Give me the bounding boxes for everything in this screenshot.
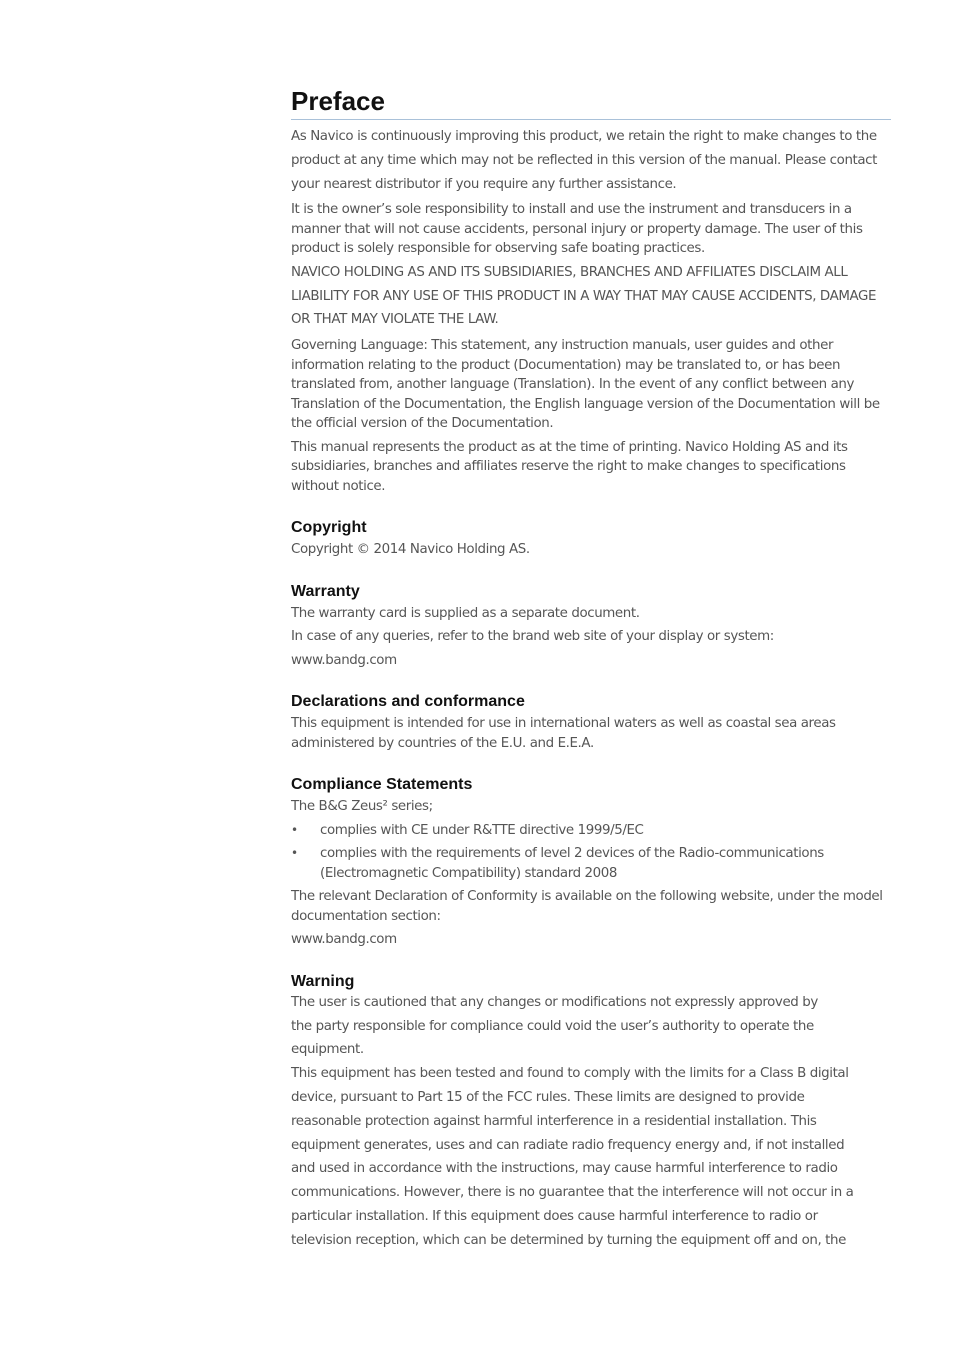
warranty-line-1: The warranty card is supplied as a separate document. [291,605,640,621]
compliance-section [291,775,891,950]
preface-title: Preface [291,86,891,120]
preface-paragraph-1: As Navico is continuously improving this product, we retain the right to make changes to the product at any time which may not be reflected in this version of the manual. Please contact your nearest distributor if you require any further assistance. [291,129,877,192]
compliance-url: www.bandg.com [291,932,397,948]
compliance-list [291,821,891,884]
declarations-section [291,692,891,753]
declarations-heading: Declarations and conformance [291,693,525,711]
list-item [291,844,891,883]
warranty-line-2: In case of any queries, refer to the brand web site of your display or system: [291,629,774,645]
compliance-heading: Compliance Statements [291,776,473,794]
list-item [291,821,891,841]
manual-page [291,86,891,1253]
warranty-url: www.bandg.com [291,652,397,668]
warning-paragraph-2: This equipment has been tested and found to comply with the limits for a Class B digital device, pursuant to Part 15 of the FCC rules. These limits are designed to provide reasonable protection against harmful interference in a residential installation. This equipment generates, uses and can radiate radio frequency energy and, if not installed and used in accordance with the instructions, may cause harmful interference to radio communications. However, there is no guarantee that the interference will not occur in a particular installation. If this equipment does cause harmful interference to radio or television reception, which can be determined by turning the equipment off and on, the [291,1066,854,1248]
list-item-text: complies with CE under R&TTE directive 1999/5/EC [320,822,644,838]
warranty-heading: Warranty [291,582,360,600]
copyright-text: Copyright © 2014 Navico Holding AS. [291,542,530,558]
compliance-intro: The B&G Zeus² series; [291,799,433,815]
preface-governing-language: Governing Language: This statement, any instruction manuals, user guides and other information relating to the product (Documentation) may be translated to, or has been translated from, another language (Translation). In the event of any conflict between any Translation of the Documentation, the English language version of the Documentation will be the official version of the Documentation. [291,338,880,432]
bullet-icon: • [291,822,298,837]
warning-section [291,972,891,1253]
preface-paragraph-5: This manual represents the product as at the time of printing. Navico Holding AS and its subsidiaries, branches and affiliates reserve the right to make changes to specifications without notice. [291,439,848,494]
warning-paragraph-1: The user is cautioned that any changes or modifications not expressly approved by the party responsible for compliance could void the user’s authority to operate the equipment. [291,994,818,1058]
list-item-text: complies with the requirements of level 2 devices of the Radio-communications (Electromagnetic Compatibility) standard 2008 [320,846,824,881]
bullet-icon: • [291,846,298,861]
warning-heading: Warning [291,972,355,990]
copyright-section [291,518,891,560]
preface-paragraph-2: It is the owner’s sole responsibility to install and use the instrument and transducers in a manner that will not cause accidents, personal injury or property damage. The user of this product is solely responsible for observing safe boating practices. [291,202,863,257]
preface-disclaimer: NAVICO HOLDING AS AND ITS SUBSIDIARIES, BRANCHES AND AFFILIATES DISCLAIM ALL LIABILITY FOR ANY USE OF THIS PRODUCT IN A WAY THAT MAY CAUSE ACCIDENTS, DAMAGE OR THAT MAY VIOLATE THE LAW. [291,264,877,328]
copyright-heading: Copyright [291,519,367,537]
declarations-text: This equipment is intended for use in international waters as well as coastal sea areas administered by countries of the E.U. and E.E.A. [291,716,836,751]
compliance-declaration: The relevant Declaration of Conformity is available on the following website, under the model documentation section: [291,889,883,924]
warranty-section [291,582,891,671]
